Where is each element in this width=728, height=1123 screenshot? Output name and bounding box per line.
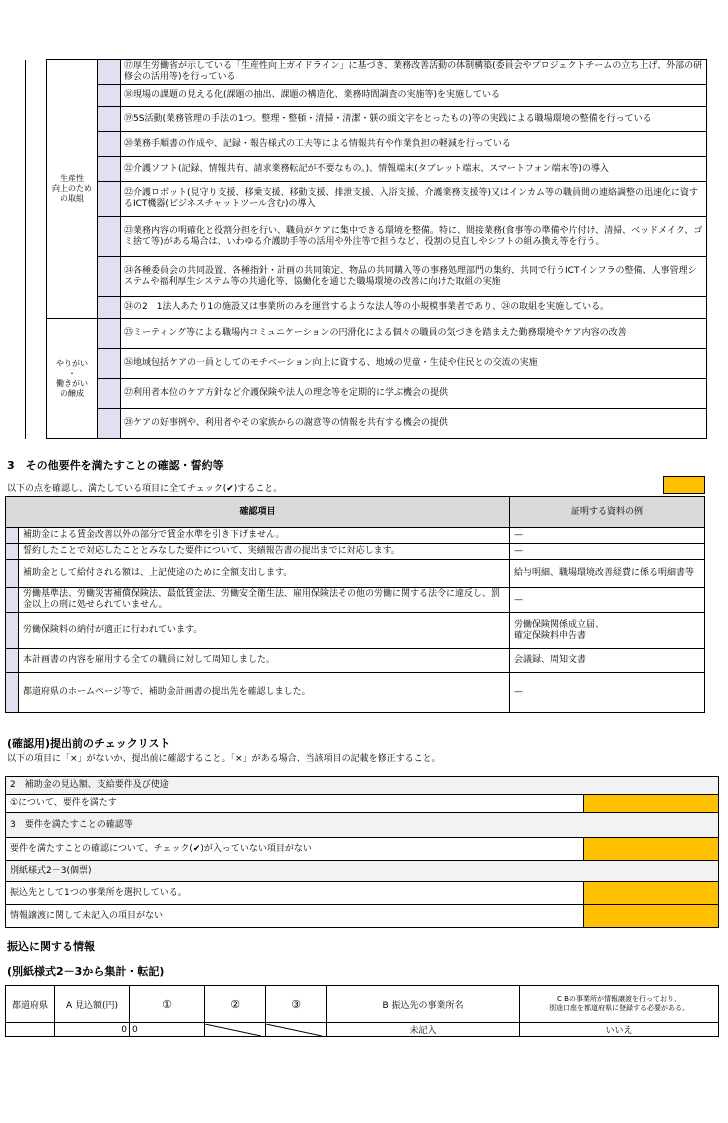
checklist-table bbox=[5, 776, 719, 928]
checklist-item: 振込先として1つの事業所を選択している。 bbox=[6, 882, 584, 905]
checkbox[interactable] bbox=[6, 528, 19, 544]
checkbox-cell[interactable] bbox=[98, 157, 121, 182]
checkbox-cell[interactable] bbox=[98, 60, 121, 85]
evidence: 労働保険関係成立届、 確定保険料申告書 bbox=[510, 613, 705, 649]
transfer-title: 振込に関する情報 bbox=[7, 940, 95, 953]
requirements-table bbox=[25, 59, 707, 439]
checkbox-cell[interactable] bbox=[98, 257, 121, 297]
checklist-status bbox=[584, 905, 719, 928]
checklist-instruction: 以下の項目に「×」がないか、提出前に確認すること。「×」がある場合、当該項目の記載を修正すること。 bbox=[7, 754, 441, 764]
requirement-item: ⑲5S活動(業務管理の手法の1つ。整理・整頓・清掃・清潔・躾の頭文字をとったもの)等の実践による職場環境の整備を行っている bbox=[121, 107, 707, 132]
requirement-item: ㉑介護ソフト(記録、情報共有、請求業務転記が不要なもの。)、情報端末(タブレット端末、スマートフォン端末等)の導入 bbox=[121, 157, 707, 182]
header-1: ① bbox=[130, 986, 205, 1023]
evidence: — bbox=[510, 673, 705, 713]
checkbox-cell[interactable] bbox=[98, 409, 121, 439]
checklist-status bbox=[584, 882, 719, 905]
requirement-item: ㉓業務内容の明確化と役割分担を行い、職員がケアに集中できる環境を整備。特に、間接業務(食事等の準備や片付け、清掃、ベッドメイク、ゴミ捨て等)がある場合は、いわゆる介護助手等の活用や外注等で担うなど、役割の見直しやシフトの組み換え等を行う。 bbox=[121, 217, 707, 257]
col-evidence: 証明する資料の例 bbox=[510, 497, 705, 528]
requirement-item: ㉗利用者本位のケア方針など介護保険や法人の理念等を定期的に学ぶ機会の提供 bbox=[121, 379, 707, 409]
header-3: ③ bbox=[266, 986, 327, 1023]
confirm-item: 労働基準法、労働災害補償保険法、最低賃金法、労働安全衛生法、雇用保険法その他の労働に関する法令に違反し、罰金以上の刑に処せられていません。 bbox=[19, 588, 510, 613]
value-estimate: 0 bbox=[55, 1023, 130, 1037]
checkbox[interactable] bbox=[6, 649, 19, 673]
header-prefecture: 都道府県 bbox=[6, 986, 55, 1023]
confirm-item: 都道府県のホームページ等で、補助金計画書の提出先を確認しました。 bbox=[19, 673, 510, 713]
section3-instruction: 以下の点を確認し、満たしている項目に全てチェック(✔)すること。 bbox=[7, 484, 283, 494]
checkbox[interactable] bbox=[6, 544, 19, 560]
checkbox-cell[interactable] bbox=[98, 297, 121, 319]
evidence: 会議録、周知文書 bbox=[510, 649, 705, 673]
checklist-status bbox=[584, 795, 719, 813]
value-prefecture[interactable] bbox=[6, 1023, 55, 1037]
value-office-name[interactable]: 未記入 bbox=[327, 1023, 520, 1037]
blank-column bbox=[26, 60, 47, 439]
checklist-status bbox=[584, 838, 719, 861]
checkbox-cell[interactable] bbox=[98, 85, 121, 107]
confirm-item: 補助金による賃金改善以外の部分で賃金水準を引き下げません。 bbox=[19, 528, 510, 544]
diagonal-line bbox=[205, 1024, 261, 1036]
checklist-item: 要件を満たすことの確認について、チェック(✔)が入っていない項目がない bbox=[6, 838, 584, 861]
check-status-cell[interactable] bbox=[663, 476, 705, 494]
confirm-item: 誓約したことで対応したこととみなした要件について、実績報告書の提出までに対応します。 bbox=[19, 544, 510, 560]
confirm-item: 本計画書の内容を雇用する全ての職員に対して周知しました。 bbox=[19, 649, 510, 673]
checklist-section: 別紙様式2－3(個票) bbox=[6, 861, 719, 882]
header-estimate: A 見込額(円) bbox=[55, 986, 130, 1023]
confirmation-table bbox=[5, 496, 705, 713]
transfer-table bbox=[5, 985, 719, 1037]
value-2 bbox=[205, 1023, 266, 1037]
checkbox[interactable] bbox=[6, 588, 19, 613]
checkbox-cell[interactable] bbox=[98, 319, 121, 349]
header-info-transfer: C Bの事業所が情報譲渡を行っており、 別途口座を都道府県に登録する必要がある。 bbox=[520, 986, 719, 1023]
checklist-title: (確認用)提出前のチェックリスト bbox=[7, 737, 171, 750]
checkbox-cell[interactable] bbox=[98, 349, 121, 379]
checkbox-cell[interactable] bbox=[98, 107, 121, 132]
confirm-item: 労働保険料の納付が適正に行われています。 bbox=[19, 613, 510, 649]
checkbox[interactable] bbox=[6, 673, 19, 713]
value-1: 0 bbox=[130, 1023, 205, 1037]
checkbox-cell[interactable] bbox=[98, 217, 121, 257]
requirement-item: ㉘ケアの好事例や、利用者やその家族からの謝意等の情報を共有する機会の提供 bbox=[121, 409, 707, 439]
confirm-item: 補助金として給付される額は、上記使途のために全額支出します。 bbox=[19, 560, 510, 588]
checklist-section: 3 要件を満たすことの確認等 bbox=[6, 813, 719, 838]
requirement-item: ㉒介護ロボット(見守り支援、移乗支援、移動支援、排泄支援、入浴支援、介護業務支援等)又はインカム等の職員間の連絡調整の迅速化に資するICT機器(ビジネスチャットツール含む)の導入 bbox=[121, 182, 707, 217]
value-info-transfer[interactable]: いいえ bbox=[520, 1023, 719, 1037]
checkbox[interactable] bbox=[6, 560, 19, 588]
checkbox-cell[interactable] bbox=[98, 379, 121, 409]
requirement-item: ㉔の2 1法人あたり1の施設又は事業所のみを運営するような法人等の小規模事業者であり、㉔の取組を実施している。 bbox=[121, 297, 707, 319]
diagonal-line bbox=[266, 1024, 322, 1036]
value-3 bbox=[266, 1023, 327, 1037]
evidence: — bbox=[510, 544, 705, 560]
category-productivity: 生産性 向上のため の取組 bbox=[47, 60, 98, 319]
checkbox-cell[interactable] bbox=[98, 182, 121, 217]
requirement-item: ㉔各種委員会の共同設置、各種指針・計画の共同策定、物品の共同購入等の事務処理部門の集約、共同で行うICTインフラの整備、人事管理システムや福利厚生システム等の共通化等、協働化を通じた職場環境の改善に向けた取組の実施 bbox=[121, 257, 707, 297]
evidence: — bbox=[510, 528, 705, 544]
requirement-item: ㉕ミーティング等による職場内コミュニケーションの円滑化による個々の職員の気づきを踏まえた勤務環境やケア内容の改善 bbox=[121, 319, 707, 349]
category-motivation: やりがい ・ 働きがい の醸成 bbox=[47, 319, 98, 439]
checkbox[interactable] bbox=[6, 613, 19, 649]
checklist-item: 情報譲渡に関して未記入の項目がない bbox=[6, 905, 584, 928]
evidence: 給与明細、職場環境改善経費に係る明細書等 bbox=[510, 560, 705, 588]
header-2: ② bbox=[205, 986, 266, 1023]
transfer-subtitle: (別紙様式2－3から集計・転記) bbox=[7, 965, 165, 978]
checklist-section: 2 補助金の見込額、支給要件及び使途 bbox=[6, 777, 719, 795]
requirement-item: ⑱現場の課題の見える化(課題の抽出、課題の構造化、業務時間調査の実施等)を実施している bbox=[121, 85, 707, 107]
evidence: — bbox=[510, 588, 705, 613]
requirement-item: ⑰厚生労働省が示している「生産性向上ガイドライン」に基づき、業務改善活動の体制構築(委員会やプロジェクトチームの立ち上げ、外部の研修会の活用等)を行っている bbox=[121, 60, 707, 85]
header-office-name: B 振込先の事業所名 bbox=[327, 986, 520, 1023]
checklist-item: ①について、要件を満たす bbox=[6, 795, 584, 813]
requirement-item: ㉖地域包括ケアの一員としてのモチベーション向上に資する、地域の児童・生徒や住民との交流の実施 bbox=[121, 349, 707, 379]
checkbox-cell[interactable] bbox=[98, 132, 121, 157]
requirement-item: ⑳業務手順書の作成や、記録・報告様式の工夫等による情報共有や作業負担の軽減を行っている bbox=[121, 132, 707, 157]
section3-title: 3 その他要件を満たすことの確認・誓約等 bbox=[7, 459, 224, 472]
col-confirm-item: 確認項目 bbox=[6, 497, 510, 528]
